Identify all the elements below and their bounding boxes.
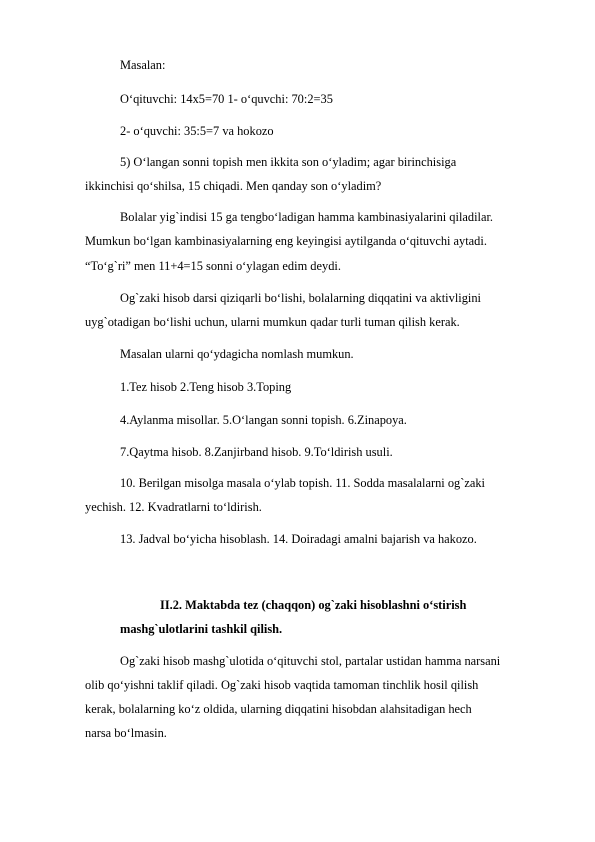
text-line: 10. Berilgan misolga masala o‘ylab topish. 11. Sodda masalalarni og`zaki bbox=[120, 476, 485, 490]
text-line: “To‘g`ri” men 11+4=15 sonni o‘ylagan edim deydi. bbox=[85, 259, 341, 273]
text-line: Mumkun bo‘lgan kambinasiyalarning eng keyingisi aytilganda o‘qituvchi aytadi. bbox=[85, 234, 487, 248]
text-line: O‘qituvchi: 14x5=70 1- o‘quvchi: 70:2=35 bbox=[120, 92, 333, 106]
text-line: yechish. 12. Kvadratlarni to‘ldirish. bbox=[85, 500, 262, 514]
text-line: ikkinchisi qo‘shilsa, 15 chiqadi. Men qanday son o‘yladim? bbox=[85, 179, 382, 193]
text-line: Og`zaki hisob mashg`ulotida o‘qituvchi stol, partalar ustidan hamma narsani bbox=[120, 654, 501, 668]
text-line: 2- o‘quvchi: 35:5=7 va hokozo bbox=[120, 124, 274, 138]
section-heading-continuation: mashg`ulotlarini tashkil qilish. bbox=[120, 622, 283, 636]
text-line: Masalan: bbox=[120, 58, 166, 72]
text-line: Og`zaki hisob darsi qiziqarli bo‘lishi, bolalarning diqqatini va aktivligini bbox=[120, 291, 481, 305]
text-line: Bolalar yig`indisi 15 ga tengbo‘ladigan hamma kambinasiyalarini qiladilar. bbox=[120, 210, 494, 224]
text-line: 1.Tez hisob 2.Teng hisob 3.Toping bbox=[120, 380, 292, 394]
text-line: kerak, bolalarning ko‘z oldida, ularning diqqatini hisobdan alahsitadigan hech bbox=[85, 702, 472, 716]
text-line: Masalan ularni qo‘ydagicha nomlash mumkun. bbox=[120, 347, 354, 361]
text-line: uyg`otadigan bo‘lishi uchun, ularni mumkun qadar turli tuman qilish kerak. bbox=[85, 315, 460, 329]
text-line: 7.Qaytma hisob. 8.Zanjirband hisob. 9.To‘ldirish usuli. bbox=[120, 445, 393, 459]
text-line: 4.Aylanma misollar. 5.O‘langan sonni topish. 6.Zinapoya. bbox=[120, 413, 407, 427]
text-line: olib qo‘yishni taklif qiladi. Og`zaki hisob vaqtida tamoman tinchlik hosil qilish bbox=[85, 678, 479, 692]
section-heading: II.2. Maktabda tez (chaqqon) og`zaki hisoblashni o‘stirish bbox=[160, 598, 467, 612]
text-line: 13. Jadval bo‘yicha hisoblash. 14. Doiradagi amalni bajarish va hakozo. bbox=[120, 532, 477, 546]
text-line: 5) O‘langan sonni topish men ikkita son o‘yladim; agar birinchisiga bbox=[120, 155, 457, 169]
text-line: narsa bo‘lmasin. bbox=[85, 726, 167, 740]
